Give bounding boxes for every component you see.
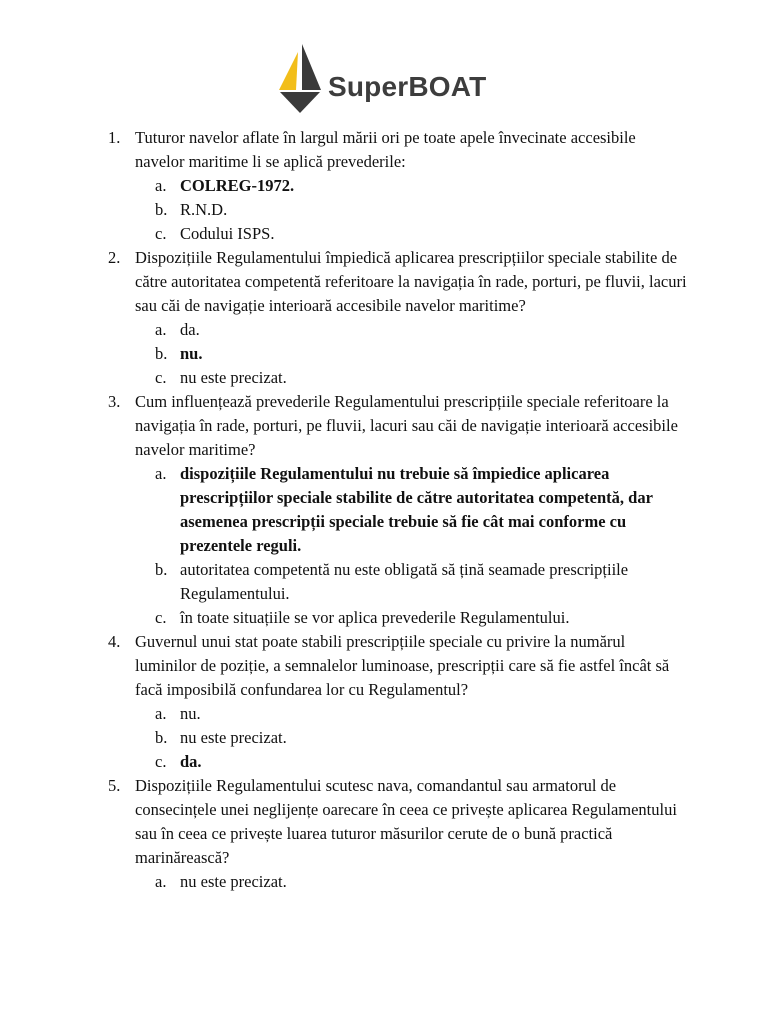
option-text: nu. <box>180 344 203 363</box>
option-a <box>135 870 688 894</box>
question-text: Cum influențează prevederile Regulamentului prescripțiile speciale referitoare la navigația în rade, porturi, pe fluvii, lacuri sau căi de navigație interioară accesibile navelor maritime? <box>135 392 678 459</box>
option-letter: a. <box>155 320 167 339</box>
option-b <box>135 558 688 606</box>
sailboat-logo-icon <box>276 42 324 114</box>
option-text: R.N.D. <box>180 200 228 219</box>
option-text: autoritatea competentă nu este obligată să țină seamade prescripțiile Regulamentului. <box>180 560 629 603</box>
option-letter: b. <box>155 560 168 579</box>
option-text: Codului ISPS. <box>180 224 275 243</box>
hull-shape <box>280 92 320 113</box>
option-a <box>135 174 688 198</box>
question-1 <box>108 126 688 246</box>
options-list <box>135 318 688 390</box>
option-b <box>135 342 688 366</box>
option-c <box>135 750 688 774</box>
question-4 <box>108 630 688 774</box>
yellow-sail-shape <box>279 52 298 90</box>
option-b <box>135 726 688 750</box>
question-number: 5. <box>108 776 121 795</box>
option-letter: b. <box>155 200 168 219</box>
option-c <box>135 606 688 630</box>
options-list <box>135 702 688 774</box>
option-b <box>135 198 688 222</box>
question-text: Dispozițiile Regulamentului împiedică aplicarea prescripțiilor speciale stabilite de către autoritatea competentă referitoare la navigația în rade, porturi, pe fluvii, lacuri sau căi de navigație interioară accesibile navelor maritime? <box>135 248 687 315</box>
option-letter: c. <box>155 752 167 771</box>
question-number: 4. <box>108 632 121 651</box>
question-text: Dispozițiile Regulamentului scutesc nava, comandantul sau armatorul de consecințele unei neglijențe oarecare în ceea ce privește aplicarea Regulamentului sau în ceea ce privește luarea tuturor măsurilor cerute de o bună practică marinărească? <box>135 776 677 867</box>
option-a <box>135 462 688 558</box>
option-text: nu este precizat. <box>180 728 287 747</box>
options-list <box>135 174 688 246</box>
question-list <box>108 126 688 894</box>
options-list <box>135 462 688 630</box>
option-letter: c. <box>155 608 167 627</box>
brand-name: SuperBOAT <box>328 71 487 102</box>
option-text: în toate situațiile se vor aplica prevederile Regulamentului. <box>180 608 570 627</box>
option-a <box>135 702 688 726</box>
option-text: da. <box>180 320 200 339</box>
question-5 <box>108 774 688 894</box>
option-letter: a. <box>155 872 167 891</box>
option-text: nu este precizat. <box>180 368 287 387</box>
option-c <box>135 222 688 246</box>
question-text: Tuturor navelor aflate în largul mării ori pe toate apele învecinate accesibile navelor maritime li se aplică prevederile: <box>135 128 636 171</box>
option-text: da. <box>180 752 202 771</box>
dark-sail-shape <box>302 44 321 90</box>
option-text: COLREG-1972. <box>180 176 295 195</box>
options-list <box>135 870 688 894</box>
question-number: 1. <box>108 128 121 147</box>
header <box>0 40 768 116</box>
option-text: dispozițiile Regulamentului nu trebuie să împiedice aplicarea prescripțiilor speciale stabilite de către autoritatea competentă, dar asemenea prescripții speciale trebuie să fie cât mai conforme cu prezentele reguli. <box>180 464 653 555</box>
option-c <box>135 366 688 390</box>
option-letter: b. <box>155 728 168 747</box>
question-2 <box>108 246 688 390</box>
option-text: nu. <box>180 704 201 723</box>
option-letter: b. <box>155 344 168 363</box>
question-text: Guvernul unui stat poate stabili prescripțiile speciale cu privire la numărul luminilor de poziție, a semnalelor luminoase, prescripții care să fie astfel încât să facă imposibilă confundarea lor cu Regulamentul? <box>135 632 670 699</box>
option-a <box>135 318 688 342</box>
option-letter: a. <box>155 704 167 723</box>
question-number: 2. <box>108 248 121 267</box>
option-letter: c. <box>155 368 167 387</box>
option-letter: a. <box>155 464 167 483</box>
question-number: 3. <box>108 392 121 411</box>
option-letter: a. <box>155 176 167 195</box>
option-letter: c. <box>155 224 167 243</box>
option-text: nu este precizat. <box>180 872 287 891</box>
question-3 <box>108 390 688 630</box>
